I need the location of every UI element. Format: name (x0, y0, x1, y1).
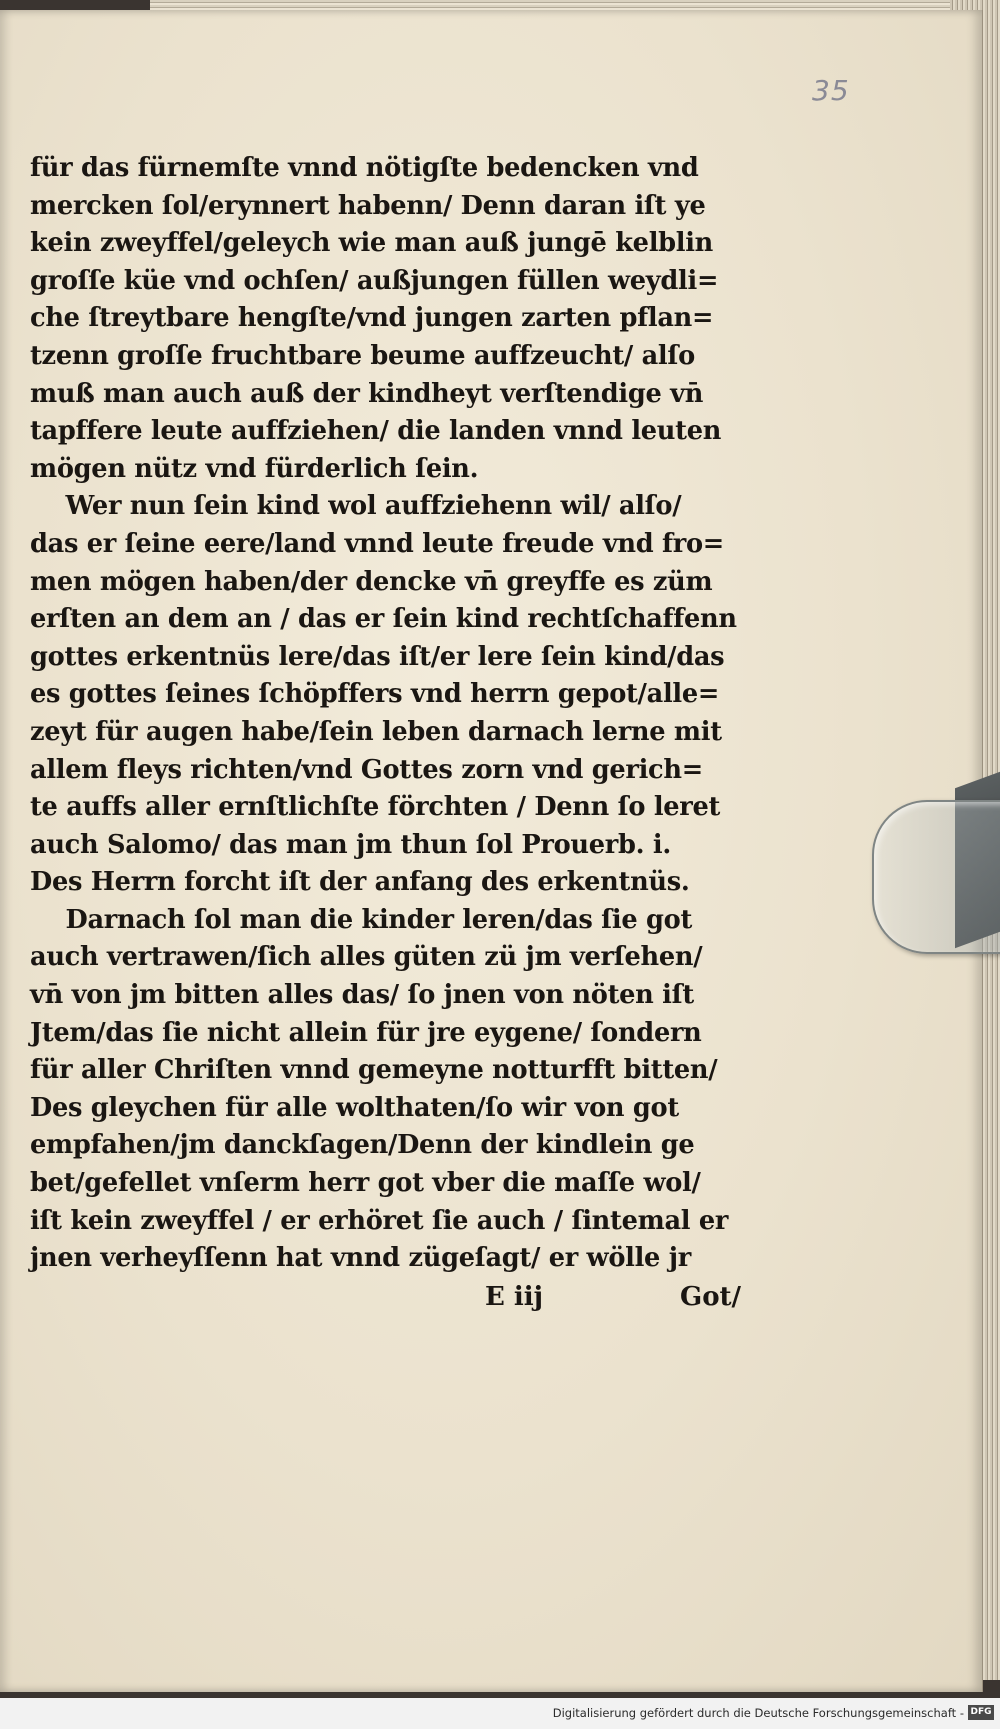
text-line: mögen nütz vnd fürderlich ſein. (30, 453, 479, 484)
page-clip (872, 800, 1000, 954)
credit-text: Digitalisierung gefördert durch die Deutsche Forschungsgemeinschaft - (552, 1706, 964, 1720)
signature-line (30, 1278, 770, 1316)
catchword: Got/ (680, 1281, 742, 1312)
text-block (30, 150, 770, 1316)
text-line: erſten an dem an / das er ſein kind rechtſchaffenn (30, 604, 737, 635)
text-line: das er ſeine eere/land vnnd leute freude vnd fro= (30, 528, 725, 559)
text-line: iſt kein zweyffel / er erhöret ſie auch / ſintemal er (30, 1205, 729, 1236)
text-line: men mögen haben/der dencke vn̄ greyffe es züm (30, 566, 713, 597)
text-line: Wer nun ſein kind wol auffziehenn wil/ alſo/ (65, 491, 682, 522)
text-line: auch Salomo/ das man jm thun ſol Prouerb. i. (30, 829, 671, 860)
text-line: für das fürnemſte vnnd nötigſte bedencken vnd (30, 153, 699, 183)
text-line: Darnach ſol man die kinder leren/das ſie got (65, 904, 693, 935)
text-line: gottes erkentnüs lere/das iſt/er lere ſein kind/das (30, 641, 725, 672)
text-line: che ſtreytbare hengſte/vnd jungen zarten pflan= (30, 303, 714, 334)
dfg-logo: DFG (968, 1705, 994, 1720)
text-line: Des gleychen für alle wolthaten/ſo wir von got (30, 1092, 679, 1123)
text-line: te auffs aller ernſtlichſte förchten / Denn ſo leret (30, 792, 721, 823)
text-line: zeyt für augen habe/ſein leben darnach lerne mit (30, 716, 722, 747)
text-line: jnen verheyſſenn hat vnnd zügeſagt/ er wölle jr (30, 1243, 691, 1274)
text-line: tzenn groſſe fruchtbare beume auffzeucht/ alſo (30, 340, 695, 371)
folio-number: 35 (812, 74, 850, 107)
text-line: muß man auch auß der kindheyt verſtendige vn̄ (30, 378, 704, 409)
text-line: tapffere leute auffziehen/ die landen vnnd leuten (30, 416, 722, 447)
text-line: für aller Chriſten vnnd gemeyne notturfft bitten/ (30, 1055, 718, 1086)
text-line: vn̄ von jm bitten alles das/ ſo jnen von nöten iſt (30, 980, 694, 1011)
text-line: allem fleys richten/vnd Gottes zorn vnd gerich= (30, 754, 703, 785)
text-line: kein zweyffel/geleych wie man auß jungē kelblin (30, 228, 714, 259)
text-line: Jtem/das ſie nicht allein für jre eygene/ ſondern (30, 1017, 702, 1048)
text-line: auch vertrawen/ſich alles güten zü jm verſehen/ (30, 942, 703, 973)
signature-mark: E iij (485, 1281, 544, 1312)
text-line: mercken ſol/erynnert habenn/ Denn daran iſt ye (30, 190, 706, 221)
text-line: Des Herrn forcht iſt der anfang des erkentnüs. (30, 867, 690, 898)
text-line: groſſe küe vnd ochſen/ außjungen füllen weydli= (30, 265, 719, 296)
book-page (0, 10, 983, 1692)
credit-bar (0, 1698, 1000, 1729)
text-line: bet/gefellet vnſerm herr got vber die maſſe wol/ (30, 1168, 701, 1199)
text-line: es gottes ſeines ſchöpffers vnd herrn gepot/alle= (30, 679, 720, 710)
text-line: empfahen/jm danckſagen/Denn der kindlein ge (30, 1130, 695, 1161)
